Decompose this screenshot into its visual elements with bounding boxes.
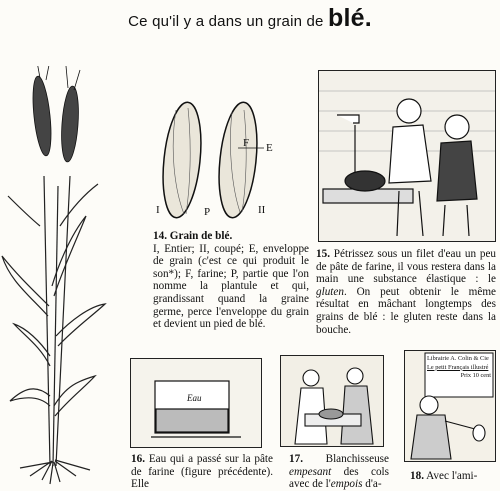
kneading-dough-illustration — [318, 70, 496, 242]
jar-of-water-illustration — [130, 358, 262, 448]
caption-16: 16. Eau qui a passé sur la pâte de farine (figure précédente). Elle — [131, 453, 273, 491]
caption-14-heading: 14. Grain de blé. — [153, 230, 233, 242]
book-cover-text: Librairie A. Colin & Cie Le petit Français illustré Prix 10 cent — [427, 355, 491, 379]
page-title: Ce qu'il y a dans un grain de blé. — [128, 4, 372, 32]
boy-with-book-illustration — [404, 350, 496, 462]
wheat-grain-figure — [148, 88, 298, 223]
caption-14-text: I, Entier; II, coupé; E, enveloppe de grain (c'est ce qui produit le son*); F, farine; P, partie que l'on nomme la plantule et qui, grandissant quand la graine germe, perce l'enveloppe du grain et devient un pied de blé. — [153, 242, 309, 331]
wheat-plant-illustration — [0, 66, 112, 485]
jar-label: Eau — [187, 393, 202, 403]
caption-14 — [153, 230, 309, 331]
label-E: E — [266, 142, 273, 154]
label-P: P — [204, 206, 211, 218]
label-II: II — [258, 204, 266, 216]
laundress-illustration — [280, 355, 384, 447]
caption-17: 17. Blanchisseuse empesant des cols avec de l'empois d'a- — [289, 453, 390, 491]
label-I: I — [156, 204, 160, 216]
caption-18: 18. Avec l'ami- — [410, 470, 478, 482]
caption-15: 15. Pétrissez sous un filet d'eau un peu de pâte de farine, il vous restera dans la main une substance élastique : le gluten. On peut obtenir le même résultat en mâchant longtemps des grains de blé : le gluten reste dans la bouche. — [316, 248, 496, 336]
label-F: F — [243, 137, 250, 149]
title-word: blé. — [327, 4, 372, 32]
